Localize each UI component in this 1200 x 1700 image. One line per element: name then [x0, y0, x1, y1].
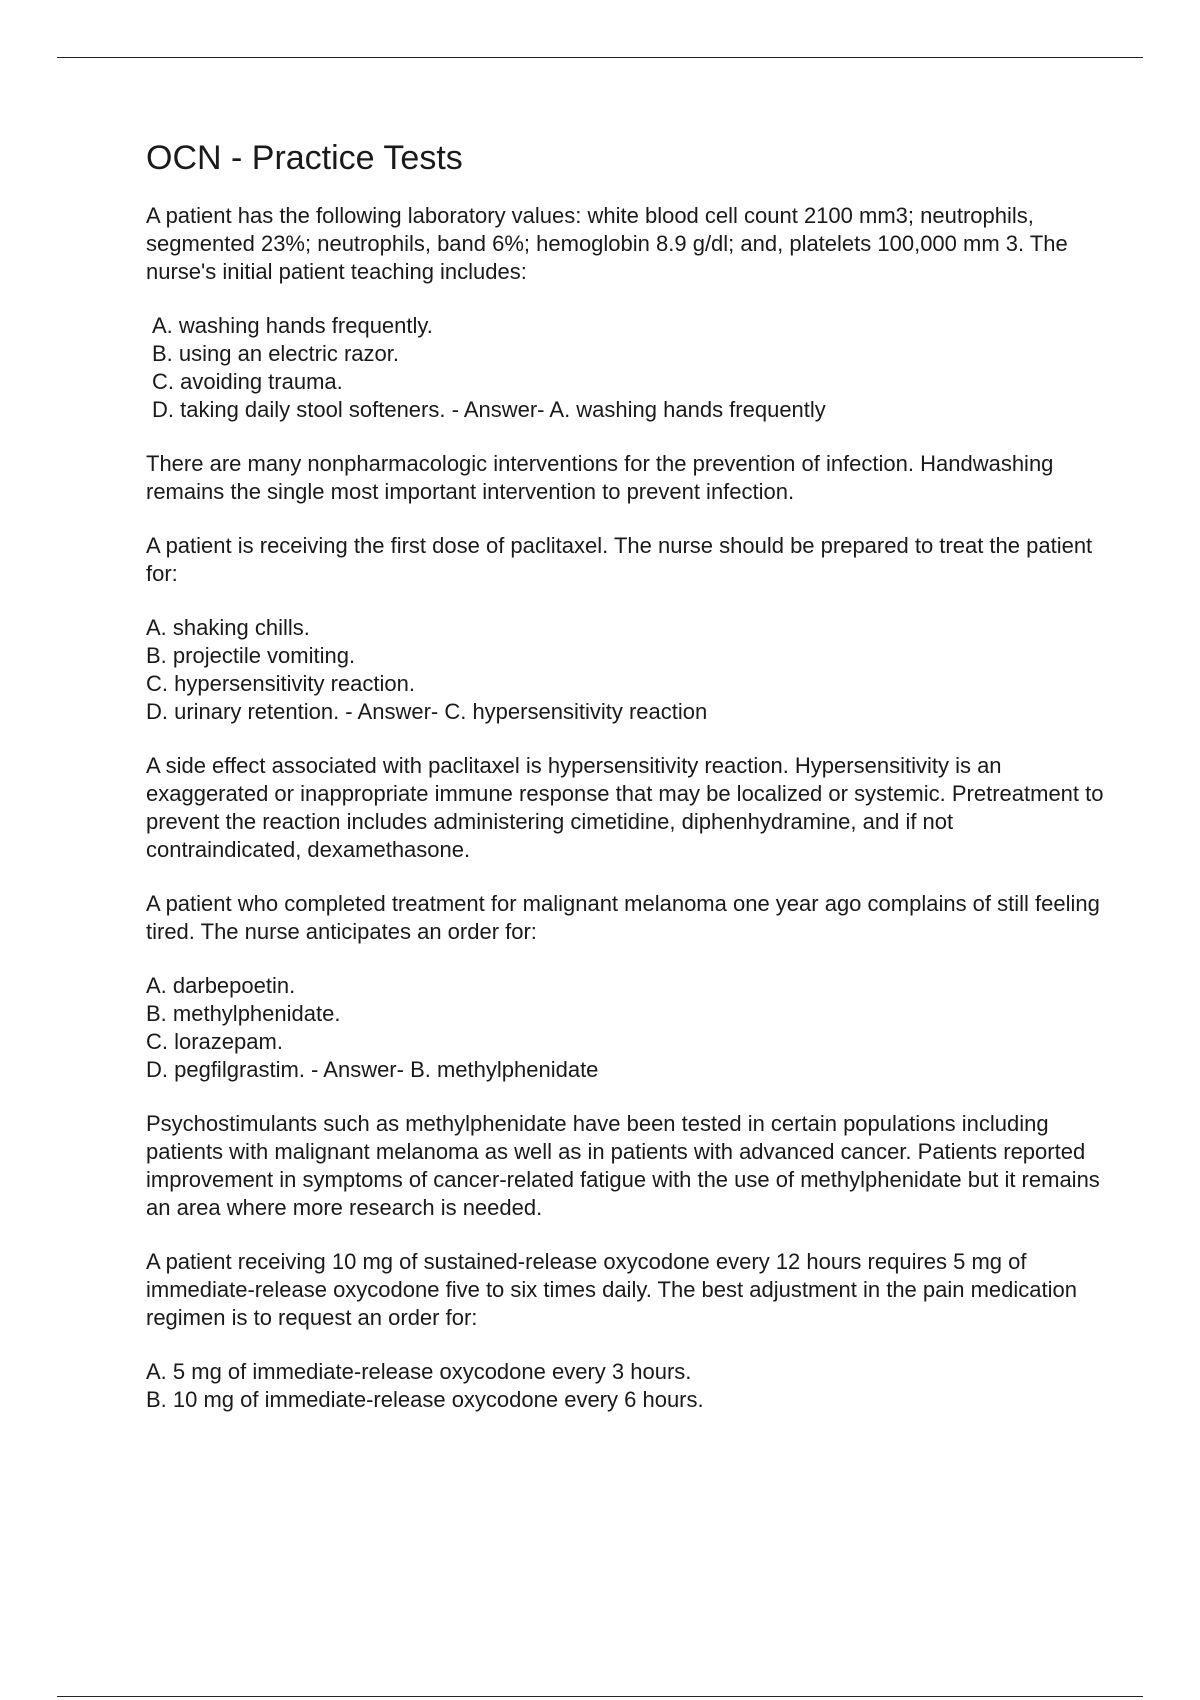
answer-option: A. washing hands frequently. [152, 313, 433, 338]
answer-option: C. hypersensitivity reaction. [146, 671, 415, 696]
explanation-text: There are many nonpharmacologic interventions for the prevention of infection. Handwashing remains the single most important intervention to prevent infection. [146, 451, 1054, 504]
explanation-text: Psychostimulants such as methylphenidate have been tested in certain populations including patients with malignant melanoma as well as in patients with advanced cancer. Patients reported improvement in symptoms of cancer-related fatigue with the use of methylphenidate but it remains an area where more research is needed. [146, 1111, 1100, 1220]
page-content [146, 138, 1106, 1440]
answer-options [146, 972, 1106, 1084]
header-rule [57, 57, 1143, 58]
page-title: OCN - Practice Tests [146, 139, 463, 177]
answer-option: A. 5 mg of immediate-release oxycodone every 3 hours. [146, 1359, 692, 1384]
answer-option: B. projectile vomiting. [146, 643, 356, 668]
answer-option: C. lorazepam. [146, 1029, 283, 1054]
answer-option: B. methylphenidate. [146, 1001, 341, 1026]
answer-option: D. pegfilgrastim. - Answer- B. methylphenidate [146, 1057, 599, 1082]
answer-option: D. urinary retention. - Answer- C. hypersensitivity reaction [146, 699, 708, 724]
answer-option: B. using an electric razor. [152, 341, 400, 366]
answer-options [146, 614, 1106, 726]
question-text: A patient who completed treatment for malignant melanoma one year ago complains of still feeling tired. The nurse anticipates an order for: [146, 891, 1100, 944]
question-text: A patient has the following laboratory values: white blood cell count 2100 mm3; neutrophils, segmented 23%; neutrophils, band 6%; hemoglobin 8.9 g/dl; and, platelets 100,000 mm 3. The nurse's initial patient teaching includes: [146, 203, 1068, 284]
answer-option: C. avoiding trauma. [152, 369, 343, 394]
answer-option: A. darbepoetin. [146, 973, 296, 998]
answer-option: A. shaking chills. [146, 615, 310, 640]
footer-rule [57, 1696, 1143, 1697]
question-text: A patient receiving 10 mg of sustained-release oxycodone every 12 hours requires 5 mg of immediate-release oxycodone five to six times daily. The best adjustment in the pain medication regimen is to request an order for: [146, 1249, 1077, 1330]
answer-options [146, 1358, 1106, 1414]
explanation-text: A side effect associated with paclitaxel is hypersensitivity reaction. Hypersensitivity is an exaggerated or inappropriate immune response that may be localized or systemic. Pretreatment to prevent the reaction includes administering cimetidine, diphenhydramine, and if not contraindicated, dexamethasone. [146, 753, 1104, 862]
answer-option: B. 10 mg of immediate-release oxycodone every 6 hours. [146, 1387, 704, 1412]
answer-option: D. taking daily stool softeners. - Answer- A. washing hands frequently [152, 397, 826, 422]
question-text: A patient is receiving the first dose of paclitaxel. The nurse should be prepared to treat the patient for: [146, 533, 1093, 586]
answer-options [146, 312, 1106, 424]
